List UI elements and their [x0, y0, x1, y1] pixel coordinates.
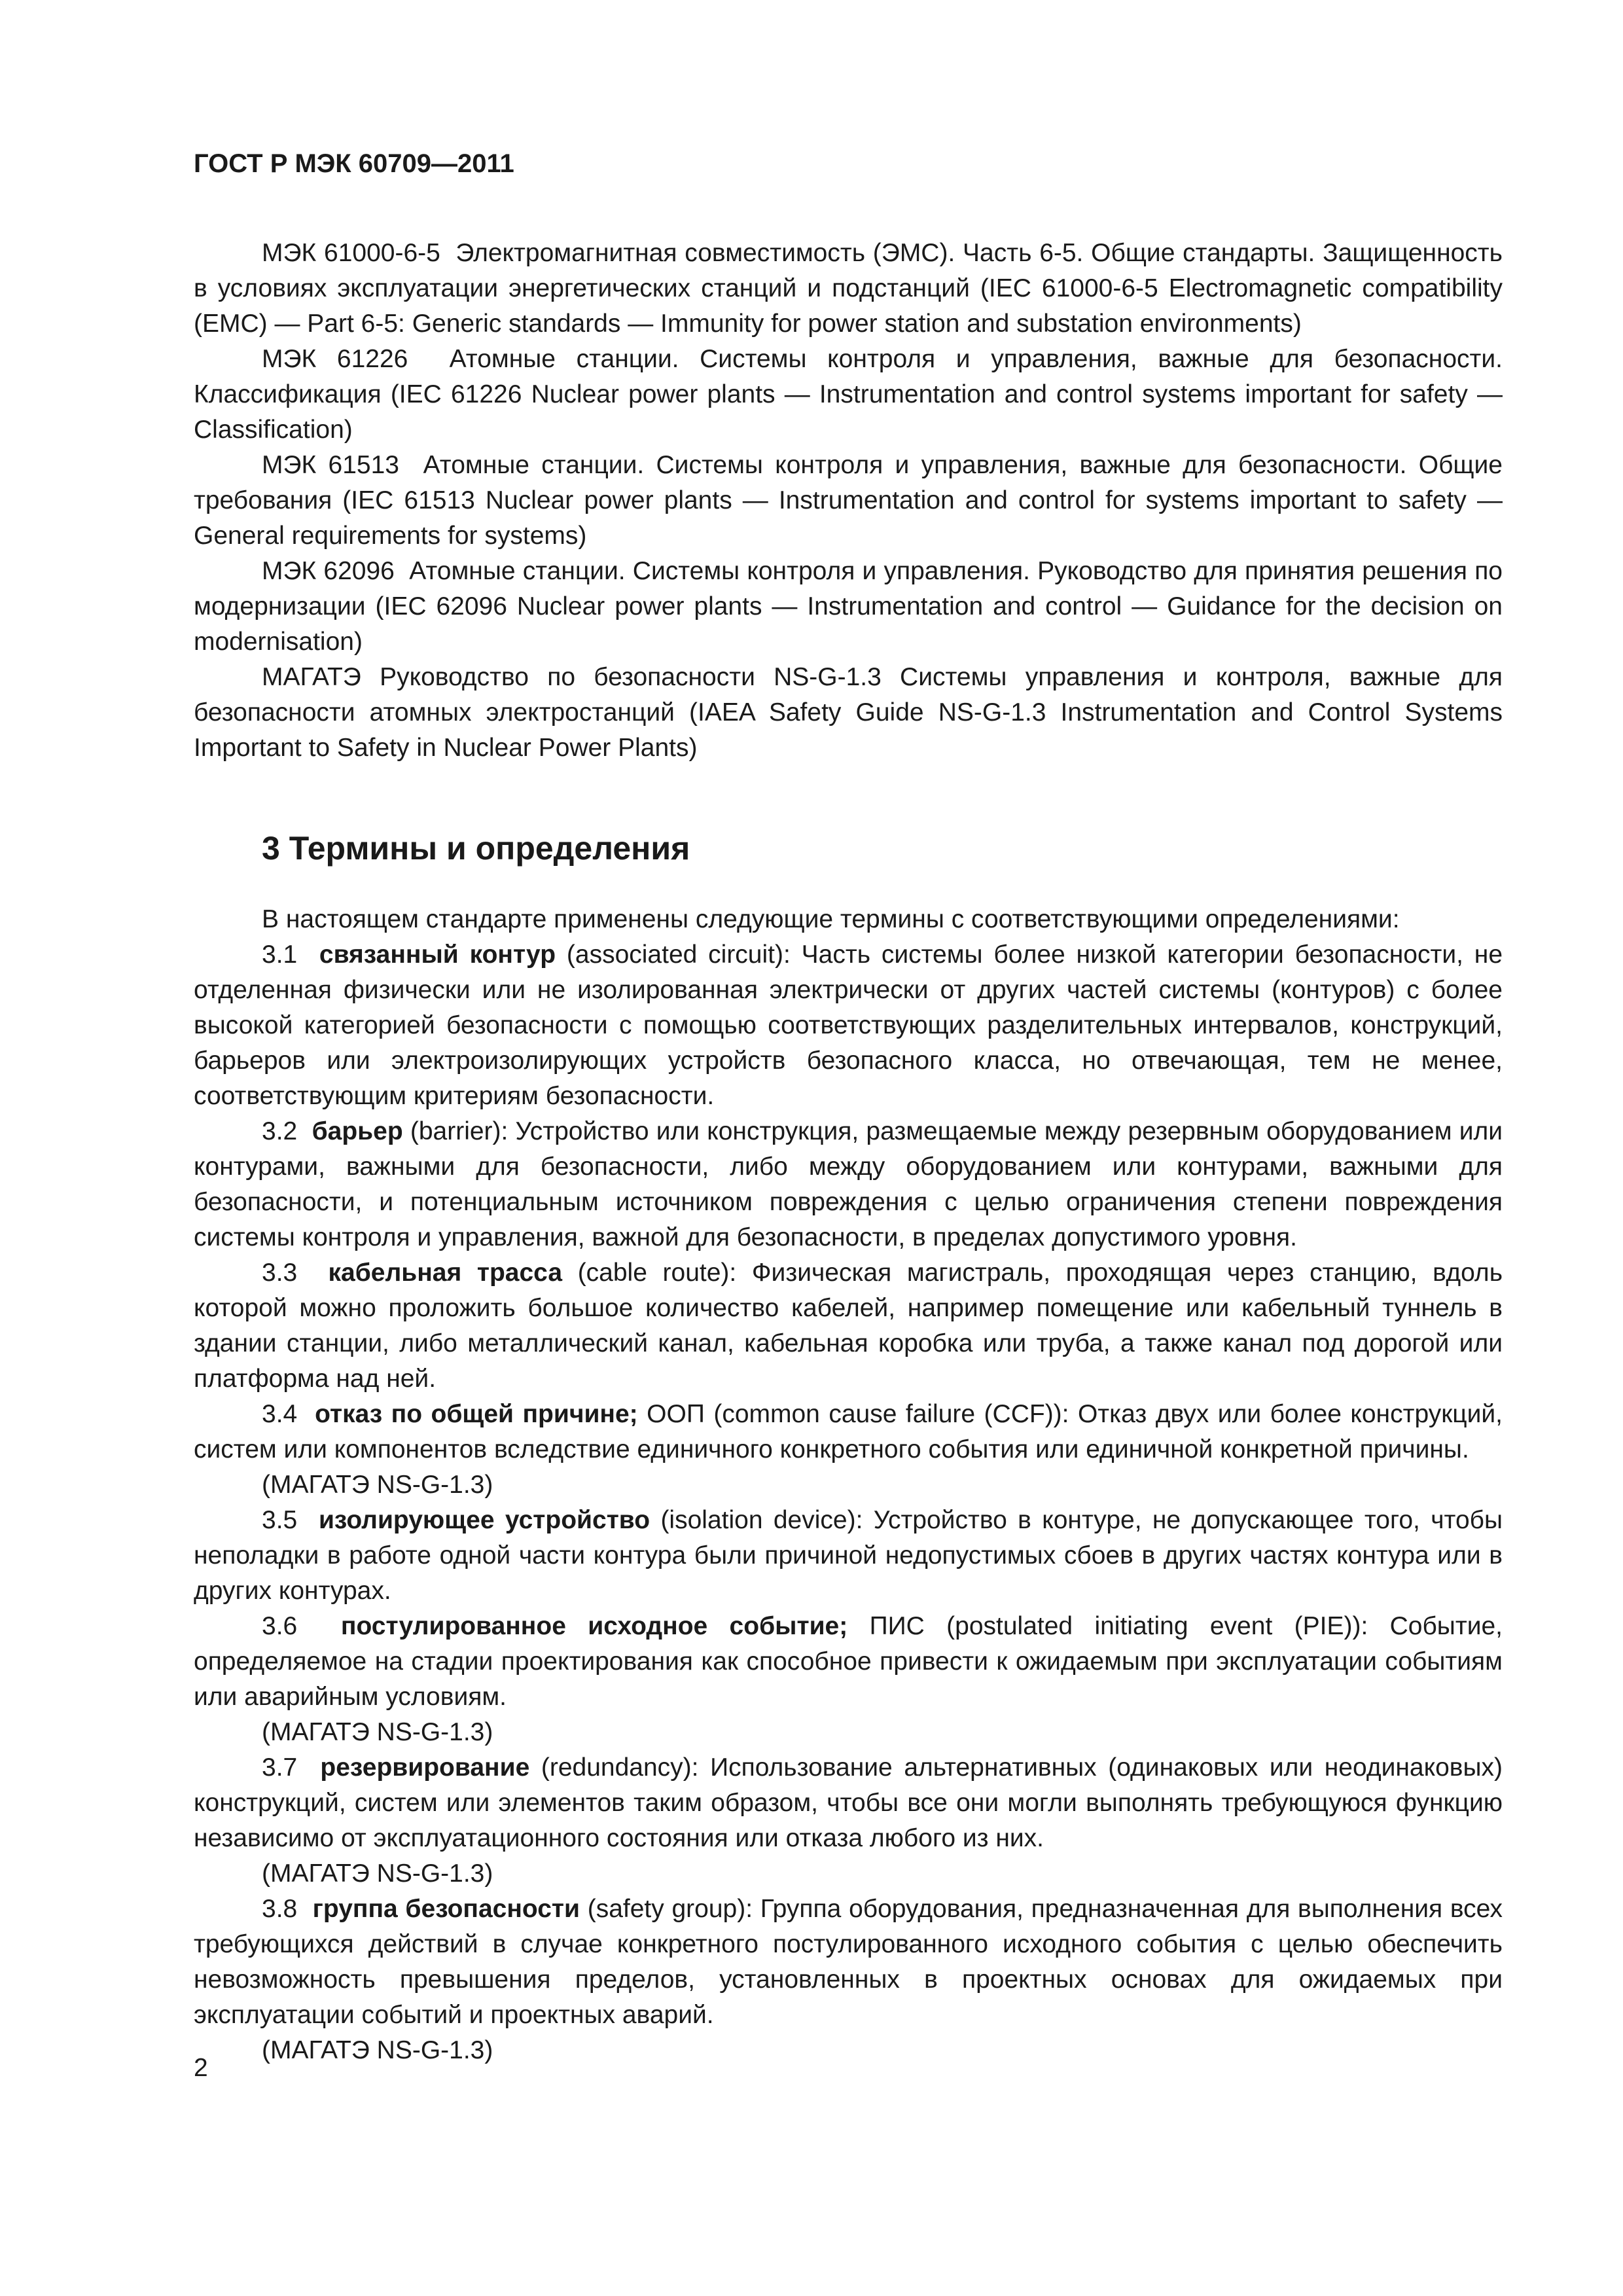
terms-list — [194, 902, 1503, 2068]
term-definition: (redundancy): Использование альтернативных (одинаковых или неодинаковых) конструкций, систем или элементов таким образом, чтобы все они могли выполнять требующуюся функцию независимо от эксплуатационного состояния или отказа любого из них. — [194, 1753, 1503, 1852]
reference-text: Электромагнитная совместимость (ЭМС). Часть 6-5. Общие стандарты. Защищенность в условиях эксплуатации энергетических станций и подстанций (IEC 61000-6-5 Electromagnetic compatibility (EMC) — Part 6-5: Generic standards — Immunity for power station and substation environments) — [194, 239, 1503, 338]
term-entry — [194, 937, 1503, 1114]
reference-text: Атомные станции. Системы контроля и управления, важные для безопасности. Общие требования (IEC 61513 Nuclear power plants — Instrumentation and control for systems important to safety — General requirements for systems) — [194, 451, 1503, 550]
term-definition: (associated circuit): Часть системы более низкой категории безопасности, не отделенная физически или не изолированная электрически от других частей системы (контуров) с более высокой категорией безопасности с помощью соответствующих разделительных интервалов, конструкций, барьеров или электроизолирующих устройств безопасного класса, но отвечающая, тем не менее, соответствующим критериям безопасности. — [194, 941, 1503, 1110]
term-name: резервирование — [320, 1753, 530, 1782]
reference-text: Атомные станции. Системы контроля и управления, важные для безопасности. Классификация (IEC 61226 Nuclear power plants — Instrumentation and control systems important for safety — Classification) — [194, 345, 1503, 444]
term-definition: (safety group): Группа оборудования, предназначенная для выполнения всех требующихся действий в случае конкретного постулированного исходного события с целью обеспечить невозможность превышения пределов, установленных в проектных основах для ожидаемых при эксплуатации событий и проектных аварий. — [194, 1895, 1503, 2029]
term-entry — [194, 1255, 1503, 1397]
term-number: 3.4 — [262, 1400, 298, 1428]
document-page — [194, 148, 1503, 2068]
section-title: 3 Термины и определения — [262, 830, 690, 867]
term-entry — [194, 1114, 1503, 1255]
document-header: ГОСТ Р МЭК 60709—2011 — [194, 149, 514, 178]
term-name: отказ по общей причине; — [315, 1400, 638, 1428]
reference-item — [194, 236, 1503, 342]
term-source: (МАГАТЭ NS-G-1.3) — [262, 2036, 493, 2064]
term-number: 3.6 — [262, 1612, 298, 1640]
reference-item — [194, 448, 1503, 554]
reference-text: Атомные станции. Системы контроля и управления. Руководство для принятия решения по модернизации (IEC 62096 Nuclear power plants — Instrumentation and control — Guidance for the decision on modernisation) — [194, 557, 1503, 656]
term-definition: (barrier): Устройство или конструкция, размещаемые между резервным оборудованием или контурами, важными для безопасности, либо между оборудованием или контурами, важными для безопасности, и потенциальным источником повреждения с целью ограничения степени повреждения системы контроля и управления, важной для безопасности, в пределах допустимого уровня. — [194, 1117, 1503, 1251]
term-source: (МАГАТЭ NS-G-1.3) — [262, 1718, 493, 1746]
term-number: 3.5 — [262, 1506, 298, 1534]
term-name: изолирующее устройство — [318, 1506, 651, 1534]
term-definition: (cable route): Физическая магистраль, проходящая через станцию, вдоль которой можно проложить большое количество кабелей, например помещение или кабельный туннель в здании станции, либо металлический канал, кабельная коробка или труба, а также канал под дорогой или платформа над ней. — [194, 1259, 1503, 1393]
term-name: группа безопасности — [312, 1895, 580, 1923]
term-source: (МАГАТЭ NS-G-1.3) — [262, 1859, 493, 1888]
term-number: 3.2 — [262, 1117, 298, 1145]
normative-references — [194, 236, 1503, 766]
reference-text: Руководство по безопасности NS-G-1.3 Системы управления и контроля, важные для безопасности атомных электростанций (IAEA Safety Guide NS-G-1.3 Instrumentation and Control Systems Important to Safety in Nuclear Power Plants) — [194, 663, 1503, 762]
term-number: 3.7 — [262, 1753, 298, 1782]
term-source: (МАГАТЭ NS-G-1.3) — [262, 1471, 493, 1499]
reference-code: МЭК 61226 — [262, 345, 408, 373]
term-entry — [194, 1750, 1503, 1856]
term-name: связанный контур — [319, 941, 556, 969]
term-definition: (isolation device): Устройство в контуре, не допускающее того, чтобы неполадки в работе одной части контура были причиной недопустимых сбоев в других частях контура или в других контурах. — [194, 1506, 1503, 1605]
term-name: постулированное исходное событие; — [340, 1612, 848, 1640]
term-entry — [194, 1892, 1503, 2033]
term-name: кабельная трасса — [328, 1259, 563, 1287]
page-number: 2 — [194, 2054, 208, 2082]
term-entry — [194, 1609, 1503, 1715]
reference-code: МЭК 62096 — [262, 557, 395, 585]
reference-code: МЭК 61513 — [262, 451, 399, 479]
reference-item — [194, 554, 1503, 660]
term-definition: ООП (common cause failure (CCF)): Отказ двух или более конструкций, систем или компонентов вследствие единичного конкретного события или единичной конкретной причины. — [194, 1400, 1503, 1463]
term-number: 3.1 — [262, 941, 298, 969]
term-definition: ПИС (postulated initiating event (PIE)): Событие, определяемое на стадии проектирования как способное привести к ожидаемым при эксплуатации событиям или аварийным условиям. — [194, 1612, 1503, 1711]
reference-code: МЭК 61000-6-5 — [262, 239, 440, 267]
term-entry — [194, 1503, 1503, 1609]
term-number: 3.3 — [262, 1259, 298, 1287]
reference-item — [194, 660, 1503, 766]
section-intro: В настоящем стандарте применены следующие термины с соответствующими определениями: — [262, 905, 1400, 933]
term-number: 3.8 — [262, 1895, 298, 1923]
reference-item — [194, 342, 1503, 448]
reference-code: МАГАТЭ — [262, 663, 361, 691]
term-name: барьер — [312, 1117, 403, 1145]
term-entry — [194, 1397, 1503, 1467]
